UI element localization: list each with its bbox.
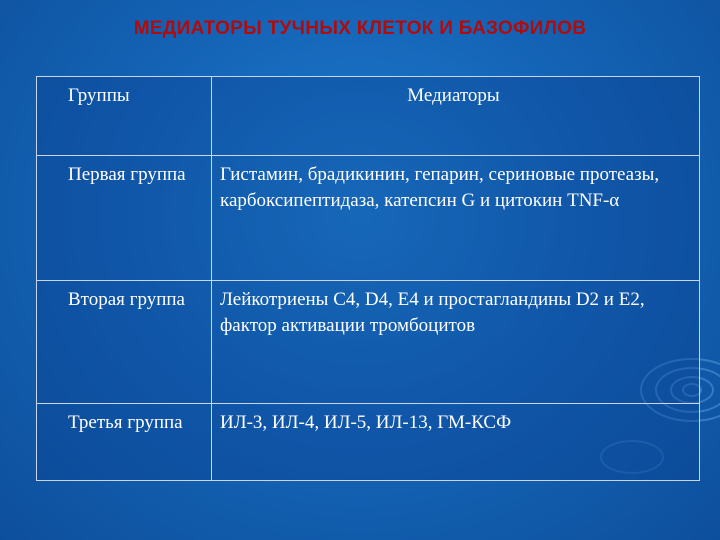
slide-title: МЕДИАТОРЫ ТУЧНЫХ КЛЕТОК И БАЗОФИЛОВ bbox=[133, 18, 587, 39]
group-cell: Третья группа bbox=[37, 404, 212, 481]
table-row bbox=[37, 156, 700, 281]
mediators-cell: Лейкотриены С4, D4, E4 и простагландины D2 и E2, фактор активации тромбоцитов bbox=[212, 281, 700, 404]
table-row bbox=[37, 404, 700, 481]
mediators-table bbox=[36, 76, 700, 481]
mediators-cell: Гистамин, брадикинин, гепарин, сериновые протеазы, карбоксипептидаза, катепсин G и цитокин TNF-α bbox=[212, 156, 700, 281]
table-row bbox=[37, 281, 700, 404]
group-cell: Первая группа bbox=[37, 156, 212, 281]
group-cell: Вторая группа bbox=[37, 281, 212, 404]
header-mediators: Медиаторы bbox=[212, 77, 700, 156]
header-groups: Группы bbox=[37, 77, 212, 156]
table-header-row bbox=[37, 77, 700, 156]
mediators-cell: ИЛ-3, ИЛ-4, ИЛ-5, ИЛ-13, ГМ-КСФ bbox=[212, 404, 700, 481]
